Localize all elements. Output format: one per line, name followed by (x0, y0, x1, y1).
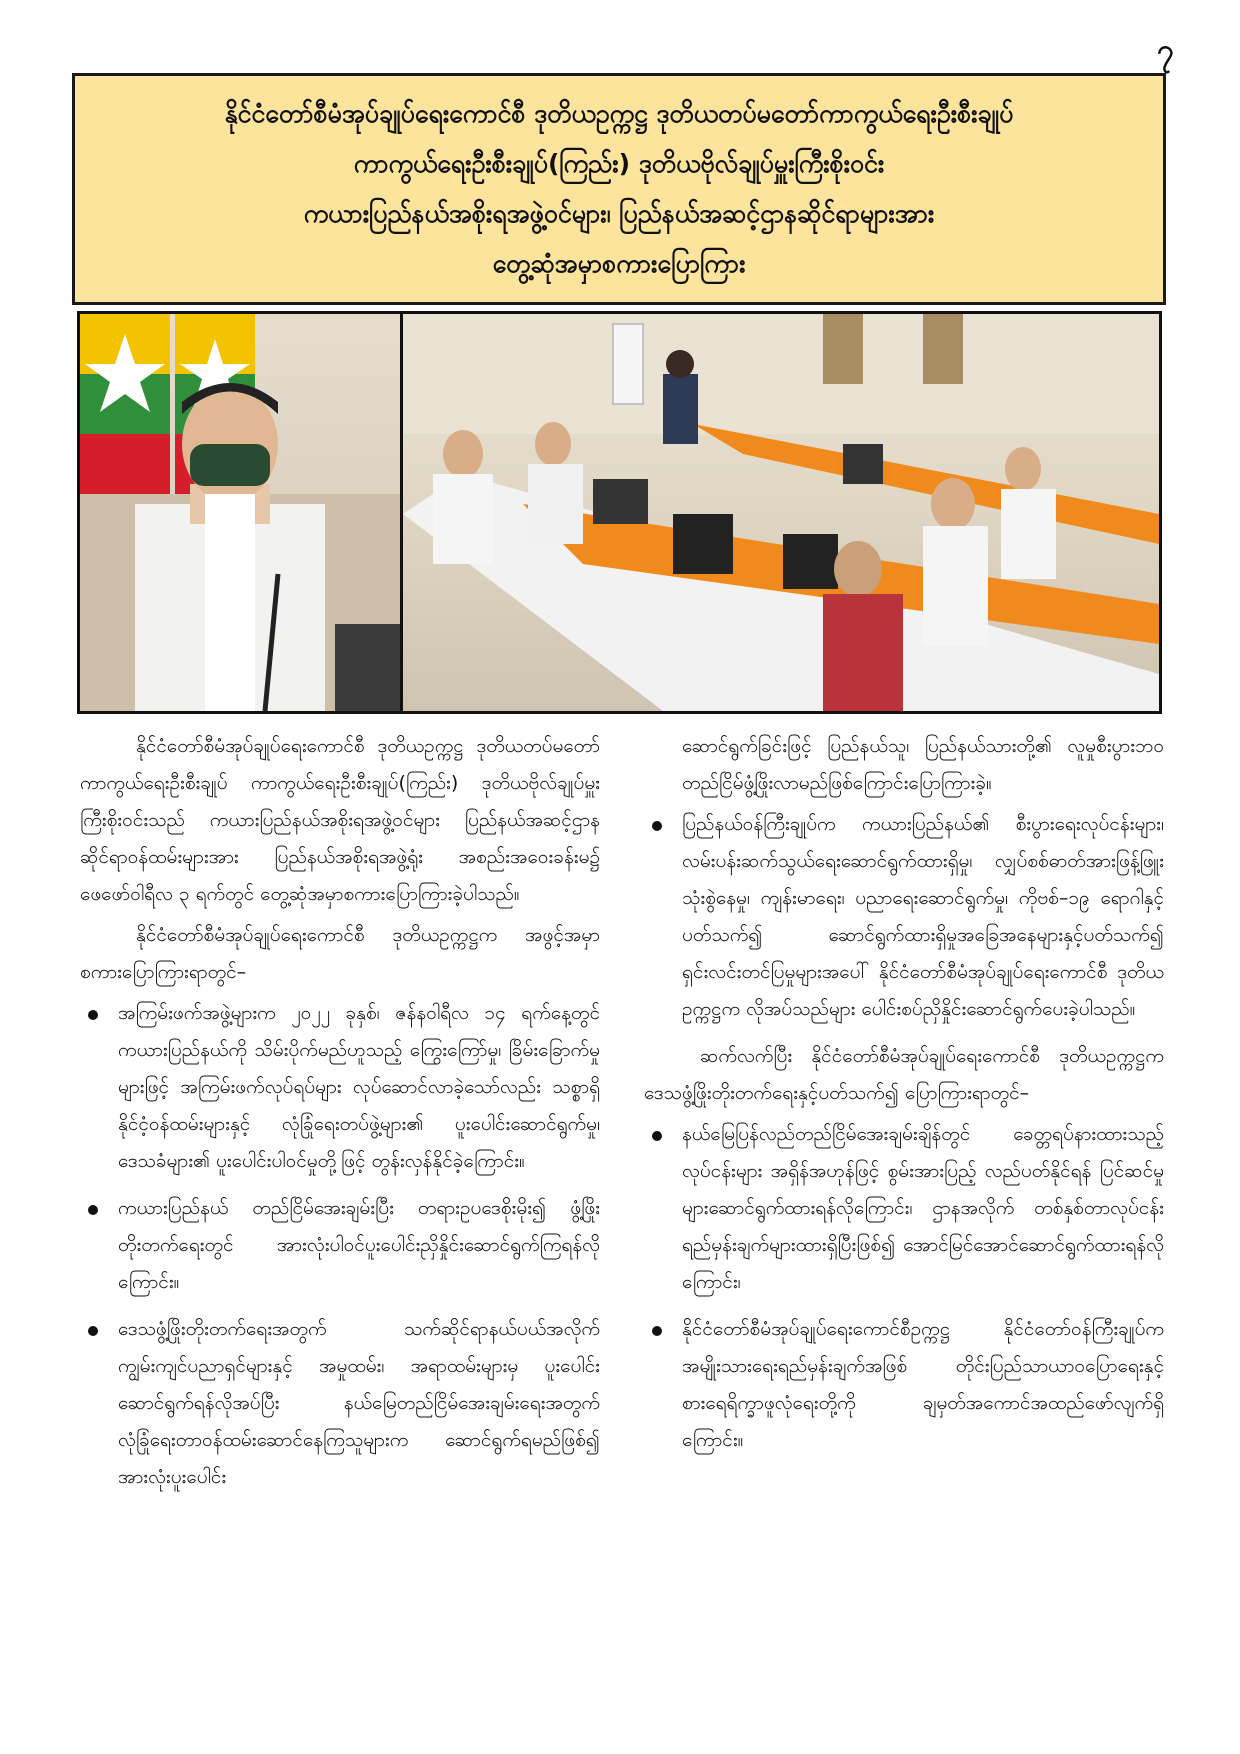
list-item-text: အကြမ်းဖက်အဖွဲ့များက ၂၀၂၂ ခုနှစ်၊ ဇန်နဝါရီလ ၁၄ ရက်နေ့တွင် ကယားပြည်နယ်ကို သိမ်းပိုက်မည်ဟူသည့် ကြွေးကြော်မှု၊ ခြိမ်းခြောက်မှုများဖြင့် အကြမ်းဖက်လုပ်ရပ်များ လုပ်ဆောင်လာခဲ့သော်လည်း သစ္စာရှိနိုင်ငံ့ဝန်ထမ်းများနှင့် လုံခြုံရေးတပ်ဖွဲ့များ၏ ပူးပေါင်းဆောင်ရွက်မှု၊ ဒေသခံများ၏ ပူးပေါင်းပါဝင်မှုတို့ဖြင့် တွန်းလှန်နိုင်ခဲ့ကြောင်း။ (118, 1002, 600, 1172)
mask-icon (190, 444, 270, 486)
left-column (80, 728, 600, 1506)
list-item-text: နယ်မြေပြန်လည်တည်ငြိမ်အေးချမ်းချိန်တွင် ခေတ္တရပ်နားထားသည့်လုပ်ငန်းများ အရှိန်အဟုန်ဖြင့် စွမ်းအားပြည့် လည်ပတ်နိုင်ရန် ပြင်ဆင်မှုများဆောင်ရွက်ထားရန်လိုကြောင်း၊ ဌာနအလိုက် တစ်နှစ်တာလုပ်ငန်းရည်မှန်းချက်များထားရှိပြီးဖြစ်၍ အောင်မြင်အောင်ဆောင်ရွက်ထားရန်လိုကြောင်း၊ (682, 1123, 1164, 1293)
chief-minister-list (644, 806, 1164, 1028)
speaker-photo-illustration (80, 314, 400, 711)
flag-icon (80, 314, 170, 494)
list-item (644, 806, 1164, 1028)
title-line-3: ကယားပြည်နယ်အစိုးရအဖွဲ့ဝင်များ၊ ပြည်နယ်အဆင့်ဌာနဆိုင်ရာများအား (303, 199, 935, 228)
photo-frame (77, 311, 1162, 714)
article-columns (80, 728, 1164, 1506)
development-points-list (644, 1116, 1164, 1459)
title-line-1: နိုင်ငံတော်စီမံအုပ်ချုပ်ရေးကောင်စီ ဒုတိယဥက္ကဋ္ဌ ဒုတိယတပ်မတော်ကာကွယ်ရေးဦးစီးချုပ် (224, 99, 1014, 128)
list-item-text: ဒေသဖွံ့ဖြိုးတိုးတက်ရေးအတွက် သက်ဆိုင်ရာနယ်ပယ်အလိုက် ကျွမ်းကျင်ပညာရှင်များနှင့် အမှုထမ်း၊ အရာထမ်းများမှ ပူးပေါင်းဆောင်ရွက်ရန်လိုအပ်ပြီး နယ်မြေတည်ငြိမ်အေးချမ်းရေးအတွက် လုံခြုံရေးတာဝန်ထမ်းဆောင်နေကြသူများက ဆောင်ရွက်ရမည်ဖြစ်၍ အားလုံးပူးပေါင်း (118, 1318, 600, 1488)
bullet-icon (652, 821, 662, 831)
bullet-icon (88, 1326, 98, 1336)
list-item (644, 1116, 1164, 1301)
right-column (644, 728, 1164, 1506)
speaker-photo (80, 314, 400, 711)
speech-points-list (80, 995, 600, 1496)
meeting-photo-illustration (403, 314, 1159, 711)
continuation-paragraph: ဆောင်ရွက်ခြင်းဖြင့် ပြည်နယ်သူ၊ ပြည်နယ်သားတို့၏ လူမှုစီးပွားဘဝတည်ငြိမ်ဖွံ့ဖြိုးလာမည်ဖြစ်ကြောင်းပြောကြားခဲ့။ (682, 735, 1164, 794)
title-line-2: ကာကွယ်ရေးဦးစီးချုပ်(ကြည်း) ဒုတိယဗိုလ်ချုပ်မှူးကြီးစိုးဝင်း (353, 149, 885, 178)
list-item (80, 1190, 600, 1301)
bullet-icon (652, 1131, 662, 1141)
meeting-photo (403, 314, 1159, 711)
speech-intro-paragraph: နိုင်ငံတော်စီမံအုပ်ချုပ်ရေးကောင်စီ ဒုတိယဥက္ကဋ္ဌက အဖွင့်အမှာစကားပြောကြားရာတွင်– (80, 924, 600, 983)
bullet-icon (88, 1010, 98, 1020)
intro-paragraph: နိုင်ငံတော်စီမံအုပ်ချုပ်ရေးကောင်စီ ဒုတိယဥက္ကဋ္ဌ ဒုတိယတပ်မတော်ကာကွယ်ရေးဦးစီးချုပ် ကာကွယ်ရေးဦးစီးချုပ်(ကြည်း) ဒုတိယဗိုလ်ချုပ်မှူးကြီးစိုးဝင်းသည် ကယားပြည်နယ်အစိုးရအဖွဲ့ဝင်များ ပြည်နယ်အဆင့်ဌာနဆိုင်ရာဝန်ထမ်းများအား ပြည်နယ်အစိုးရအဖွဲ့ရုံး အစည်းအဝေးခန်းမ၌ ဖေဖော်ဝါရီလ ၃ ရက်တွင် တွေ့ဆုံအမှာစကားပြောကြားခဲ့ပါသည်။ (80, 735, 600, 905)
list-item (644, 1311, 1164, 1459)
list-item-text: ကယားပြည်နယ် တည်ငြိမ်အေးချမ်းပြီး တရားဥပဒေစိုးမိုး၍ ဖွံ့ဖြိုးတိုးတက်ရေးတွင် အားလုံးပါဝင်ပူးပေါင်းညှိနှိုင်းဆောင်ရွက်ကြရန်လိုကြောင်း။ (118, 1197, 600, 1293)
list-item-text: နိုင်ငံတော်စီမံအုပ်ချုပ်ရေးကောင်စီဥက္ကဋ္ဌ နိုင်ငံတော်ဝန်ကြီးချုပ်က အမျိုးသားရေးရည်မှန်းချက်အဖြစ် တိုင်းပြည်သာယာဝပြောရေးနှင့် စားရေရိက္ခာဖူလုံရေးတို့ကို ချမှတ်အကောင်အထည်ဖော်လျက်ရှိကြောင်း။ (682, 1318, 1164, 1451)
list-item (80, 1311, 600, 1496)
development-intro-paragraph: ဆက်လက်ပြီး နိုင်ငံတော်စီမံအုပ်ချုပ်ရေးကောင်စီ ဒုတိယဥက္ကဋ္ဌက ဒေသဖွံ့ဖြိုးတိုးတက်ရေးနှင့်ပတ်သက်၍ ပြောကြားရာတွင်– (644, 1045, 1164, 1104)
list-item-text: ပြည်နယ်ဝန်ကြီးချုပ်က ကယားပြည်နယ်၏ စီးပွားရေးလုပ်ငန်းများ၊ လမ်းပန်းဆက်သွယ်ရေးဆောင်ရွက်ထားရှိမှု၊ လျှပ်စစ်ဓာတ်အားဖြန့်ဖြူးသုံးစွဲနေမှု၊ ကျန်းမာရေး၊ ပညာရေးဆောင်ရွက်မှု၊ ကိုဗစ်–၁၉ ရောဂါနှင့်ပတ်သက်၍ ဆောင်ရွက်ထားရှိမှုအခြေအနေများနှင့်ပတ်သက်၍ ရှင်းလင်းတင်ပြမှုများအပေါ် နိုင်ငံတော်စီမံအုပ်ချုပ်ရေးကောင်စီ ဒုတိယဥက္ကဋ္ဌက လိုအပ်သည်များ ပေါင်းစပ်ညှိနှိုင်းဆောင်ရွက်ပေးခဲ့ပါသည်။ (682, 813, 1164, 1020)
bullet-icon (652, 1326, 662, 1336)
list-item (80, 995, 600, 1180)
title-box (72, 73, 1166, 305)
page-number: ၇ (1157, 33, 1174, 68)
title-line-4: တွေ့ဆုံအမှာစကားပြောကြား (492, 249, 746, 278)
bullet-icon (88, 1205, 98, 1215)
